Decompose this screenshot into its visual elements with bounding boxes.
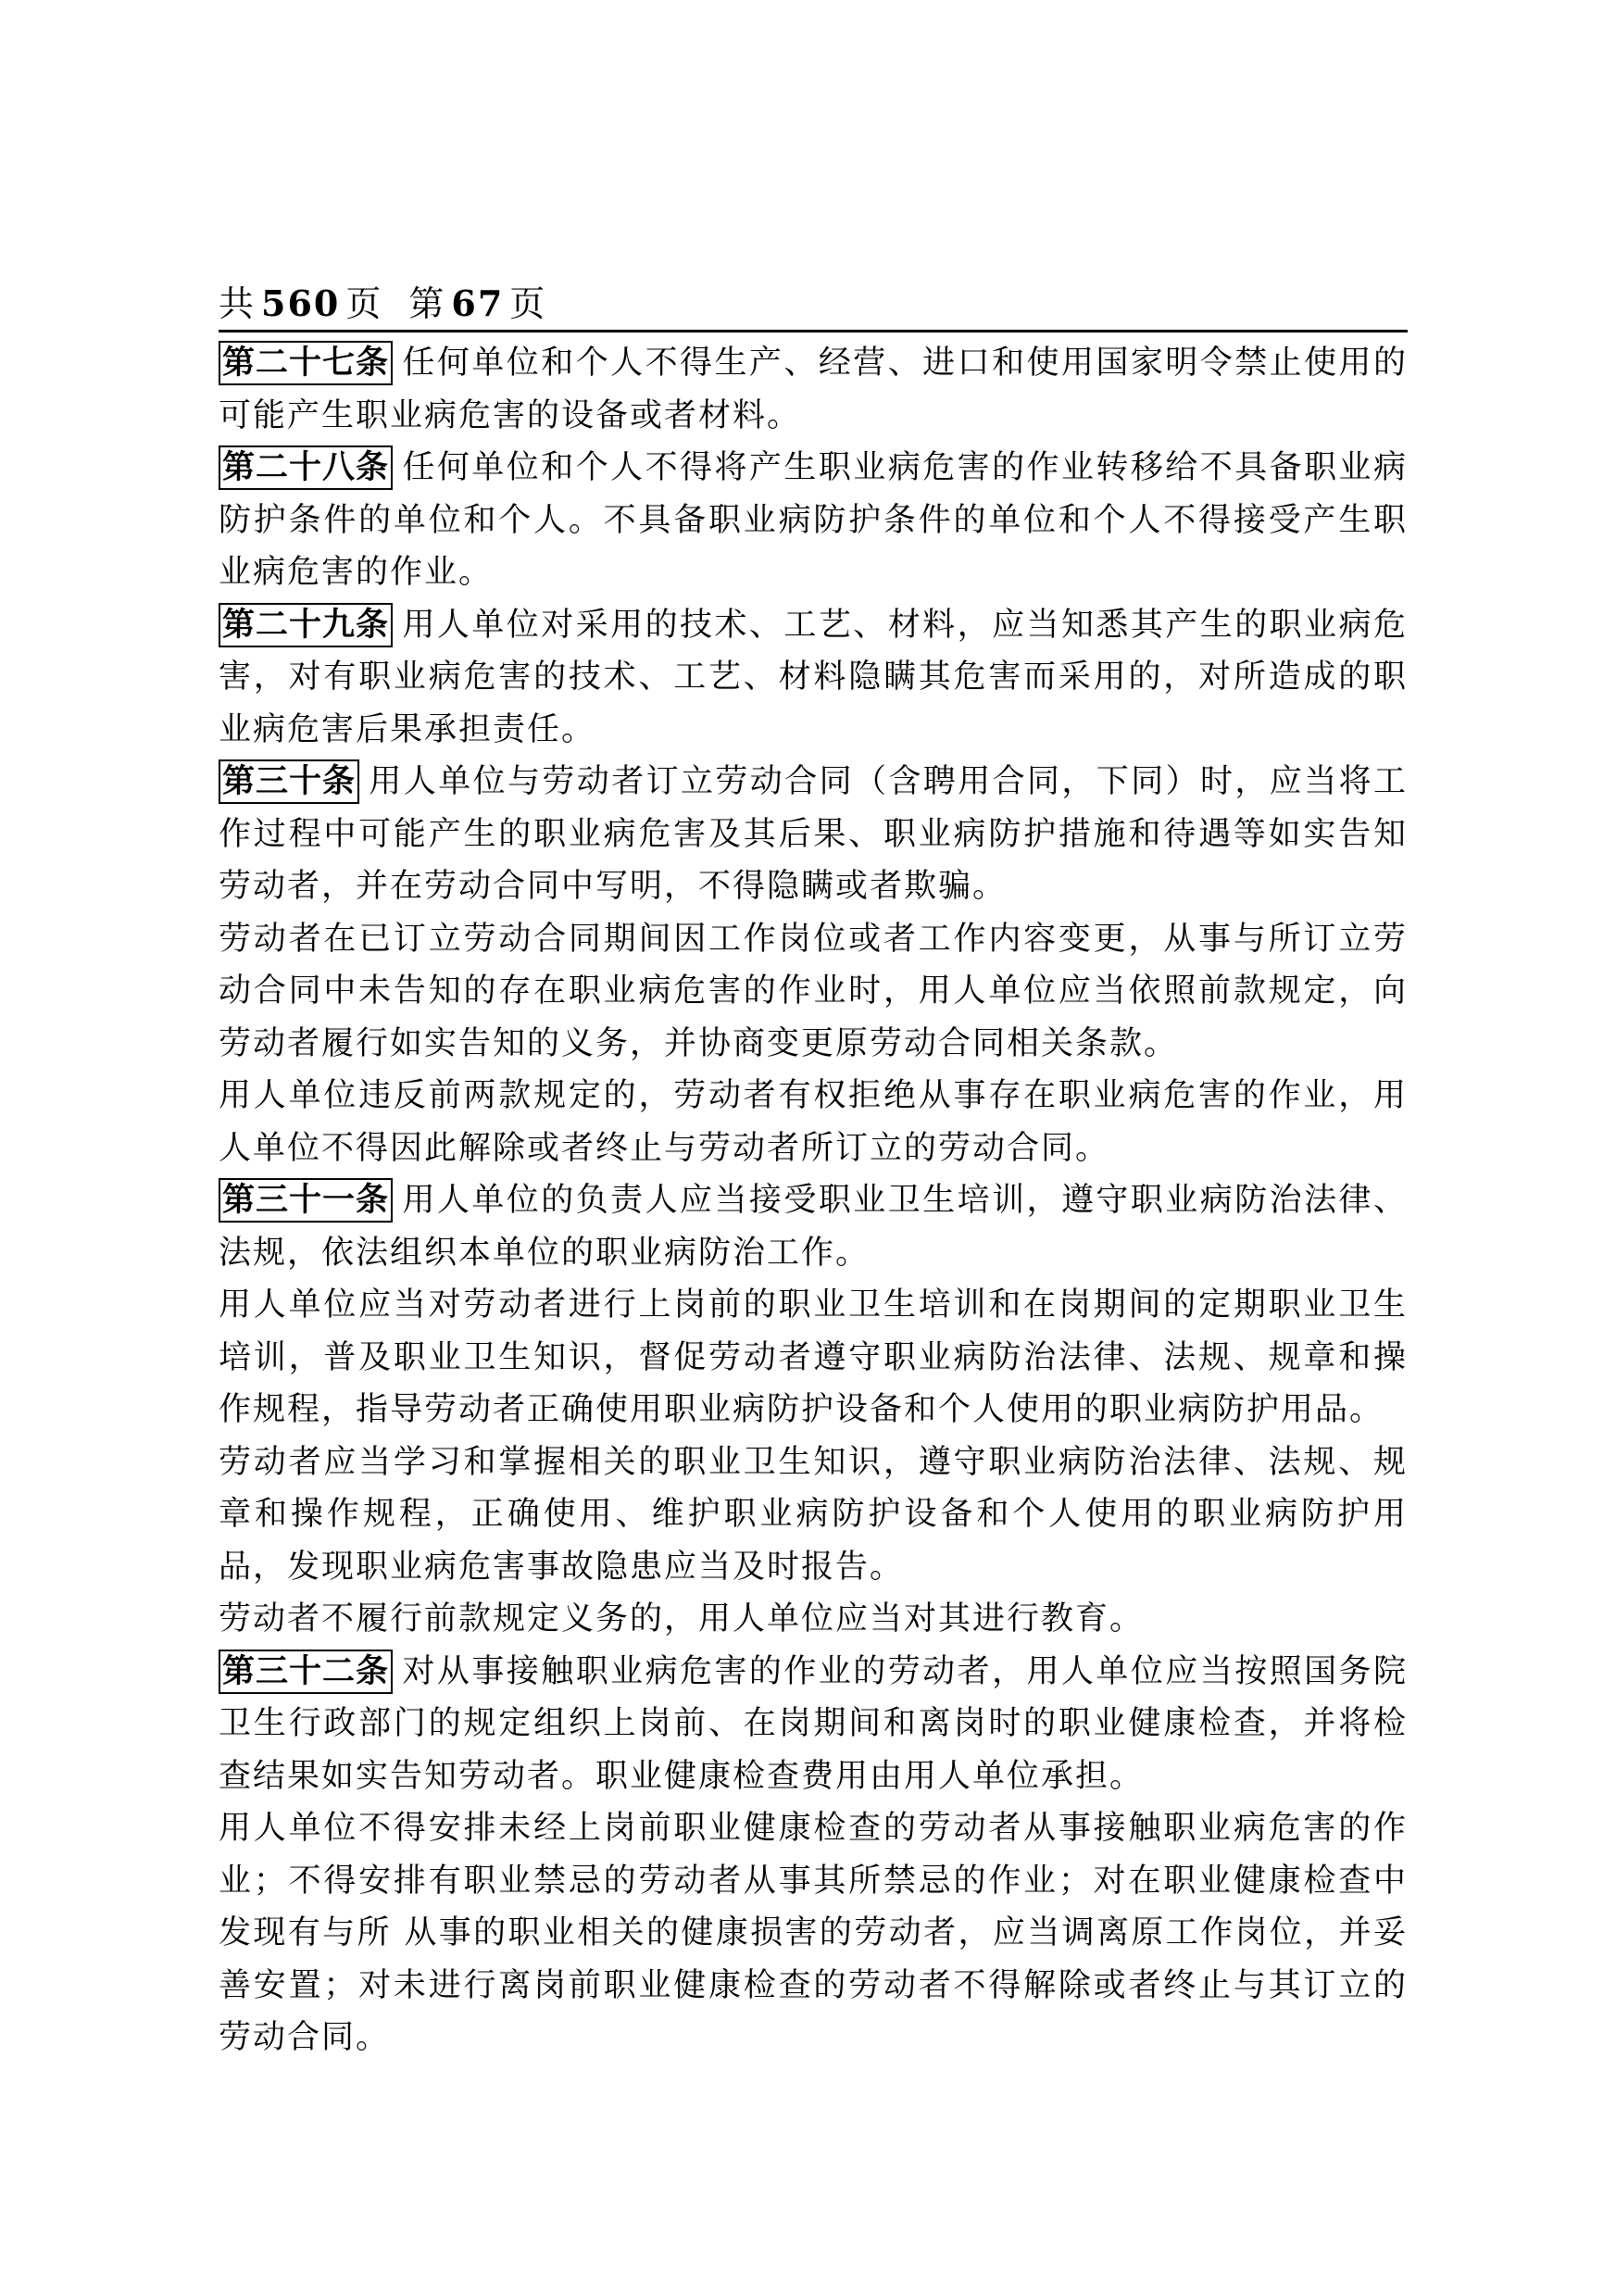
article-27: [219, 337, 1408, 442]
total-suffix: 页: [345, 283, 383, 324]
total-prefix: 共: [219, 283, 257, 324]
paragraph-text: 任何单位和个人不得将产生职业病危害的作业转移给不具备职业病防护条件的单位和个人。不具备职业病防护条件的单位和个人不得接受产生职业病危害的作业。: [219, 449, 1408, 591]
article-31: [219, 1174, 1408, 1279]
article-30-clause-2: 劳动者在已订立劳动合同期间因工作岗位或者工作内容变更，从事与所订立劳动合同中未告知的存在职业病危害的作业时，用人单位应当依照前款规定，向劳动者履行如实告知的义务，并协商变更原劳动合同相关条款。: [219, 920, 1408, 1062]
article-label: 第二十七条: [219, 341, 393, 385]
article-30-clause-3: 用人单位违反前两款规定的，劳动者有权拒绝从事存在职业病危害的作业，用人单位不得因此解除或者终止与劳动者所订立的劳动合同。: [219, 1077, 1408, 1167]
article-label: 第三十条: [219, 759, 359, 804]
total-pages: 560: [261, 282, 341, 324]
article-29: [219, 599, 1408, 757]
article-31-clause-3: 劳动者应当学习和掌握相关的职业卫生知识，遵守职业病防治法律、法规、规章和操作规程，正确使用、维护职业病防护设备和个人使用的职业病防护用品，发现职业病危害事故隐患应当及时报告。: [219, 1443, 1408, 1586]
current-suffix: 页: [509, 283, 547, 324]
paragraph-text: 用人单位与劳动者订立劳动合同（含聘用合同，下同）时，应当将工作过程中可能产生的职业病危害及其后果、职业病防护措施和待遇等如实告知劳动者，并在劳动合同中写明，不得隐瞒或者欺骗。: [219, 763, 1408, 905]
paragraph-text: 对从事接触职业病危害的作业的劳动者，用人单位应当按照国务院卫生行政部门的规定组织上岗前、在岗期间和离岗时的职业健康检查，并将检查结果如实告知劳动者。职业健康检查费用由用人单位承担。: [219, 1652, 1408, 1795]
current-prefix: 第: [408, 283, 446, 324]
article-label: 第三十二条: [219, 1650, 393, 1694]
article-30: [219, 756, 1408, 913]
article-31-clause-4: 劳动者不履行前款规定义务的，用人单位应当对其进行教育。: [219, 1600, 1145, 1637]
article-28: [219, 442, 1408, 599]
article-label: 第三十一条: [219, 1178, 393, 1223]
paragraph-text: 用人单位的负责人应当接受职业卫生培训，遵守职业病防治法律、法规，依法组织本单位的职业病防治工作。: [219, 1182, 1408, 1272]
paragraph-text: 用人单位对采用的技术、工艺、材料，应当知悉其产生的职业病危害，对有职业病危害的技术、工艺、材料隐瞒其危害而采用的，对所造成的职业病危害后果承担责任。: [219, 606, 1408, 748]
document-body: [219, 337, 1408, 2064]
article-31-clause-2: 用人单位应当对劳动者进行上岗前的职业卫生培训和在岗期间的定期职业卫生培训，普及职业卫生知识，督促劳动者遵守职业病防治法律、法规、规章和操作规程，指导劳动者正确使用职业病防护设备和个人使用的职业病防护用品。: [219, 1286, 1408, 1428]
page-header: [219, 278, 1408, 332]
paragraph-text: 任何单位和个人不得生产、经营、进口和使用国家明令禁止使用的可能产生职业病危害的设备或者材料。: [219, 345, 1408, 434]
current-page: 67: [451, 282, 505, 324]
article-label: 第二十九条: [219, 603, 393, 647]
article-label: 第二十八条: [219, 445, 393, 490]
article-32-clause-2: 用人单位不得安排未经上岗前职业健康检查的劳动者从事接触职业病危害的作业；不得安排有职业禁忌的劳动者从事其所禁忌的作业；对在职业健康检查中发现有与所 从事的职业相关的健康损害的劳动者，应当调离原工作岗位，并妥善安置；对未进行离岗前职业健康检查的劳动者不得解除或者终止与其订立的劳动合同。: [219, 1810, 1408, 2056]
article-32: [219, 1646, 1408, 1803]
